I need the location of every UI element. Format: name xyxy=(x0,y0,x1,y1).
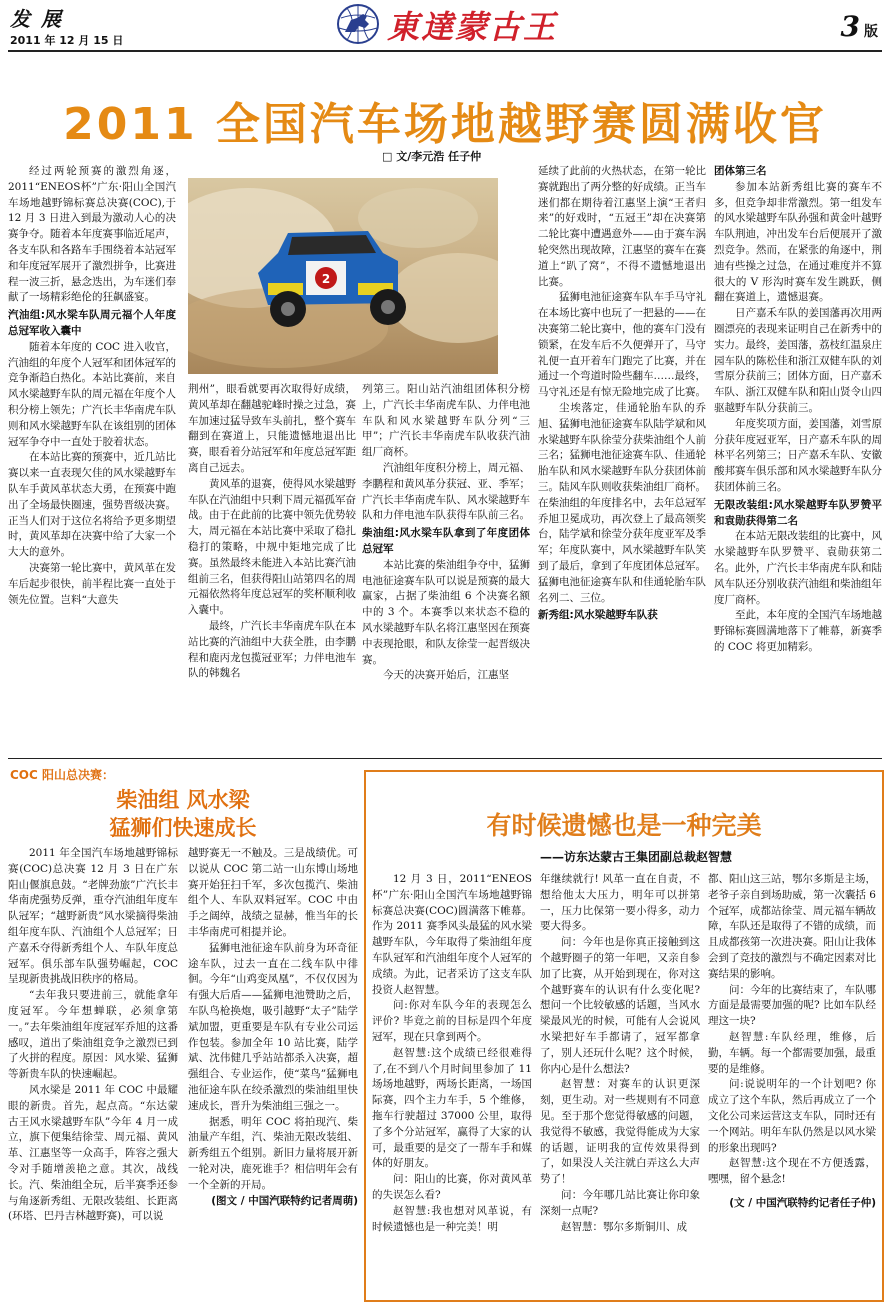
paragraph: 年继续就行! 风革一直在自责，不想给他太大压力，明年可以拼第一，压力比保第一要小得多，动力要大得多。 xyxy=(540,873,700,933)
article-column-4 xyxy=(538,164,706,724)
paragraph: 汽油组年度积分榜上，周元福、李鹏程和黄风革分获冠、亚、季军；广汽长丰华南虎车队、风水梁越野车队和力伴电池车队获得车队前三名。 xyxy=(362,461,530,522)
paragraph: 今天的决赛开始后，江惠坚 xyxy=(383,669,509,682)
answer: 赵智慧:这个现在不方便透露，嘿嘿，留个悬念! xyxy=(708,1157,876,1186)
question: 问：今年的比赛结束了，车队哪方面是最需要加强的呢? 比如车队经理这一块? xyxy=(708,983,876,1028)
paragraph: 至此，本年度的全国汽车场地越野锦标赛圆满地落下了帷幕，新赛季的 COC 将更加精彩。 xyxy=(714,609,882,653)
paragraph: 参加本站新秀组比赛的赛车不多，但竞争却非常激烈。第一组发车的风水梁越野车队孙强和黄金叶越野车队荆迪，冲出发车台后便展开了激烈竞争。然而，在紧张的角逐中，荆迪有些操之过急，在通过难度并不算很大的 V 形沟时赛车发生跳跃，侧翻在赛道上，遗憾退赛。 xyxy=(714,180,882,304)
paragraph: “去年我只要进前三，就能拿年度冠军。今年想蝉联，必须拿第一。”去年柴油组年度冠军乔旭的这番感叹，道出了柴油组竞争之激烈已到了火拼的程度。原因：风水梁、猛狮等新贵车队的快速崛起。 xyxy=(8,989,178,1081)
article-signature: (图文 / 中国汽联特约记者周萌) xyxy=(211,1194,358,1207)
section-divider xyxy=(8,758,882,759)
paragraph: 决赛第一轮比赛中，黄风革在发车后起步很快，前半程比赛一直处于领先位置。岂料“大意失 xyxy=(8,561,176,606)
subheading: 团体第三名 xyxy=(714,165,767,177)
interview-column-1 xyxy=(372,872,532,1298)
interview-column-3 xyxy=(708,872,876,1298)
bottom-article-column-1 xyxy=(8,846,178,1302)
sub-headline xyxy=(8,786,358,842)
photo-scene xyxy=(188,178,498,374)
answer: 赵智慧：对赛车的认识更深刻，更生动。对一些规则有不同意见。至于那个您觉得敏感的问题，我觉得不敏感，我觉得能成为大家的话题，证明我的宣传效果得到了，如果没人关注就白弄这么大声势了！ xyxy=(540,1078,700,1186)
paragraph: 在本站无限改装组的比赛中，风水梁越野车队罗赞平、袁勋获第二名。此外，广汽长丰华南虎车队和陆风车队还分别收获汽油组和柴油组年度厂商杯。 xyxy=(714,530,882,606)
car-number: 2 xyxy=(321,272,331,286)
article-column-3 xyxy=(362,382,530,724)
rally-car-photo xyxy=(188,178,498,374)
question: 问：今年也是你真正接触到这个越野圈子的第一年吧，又亲自参加了比赛，从开始到现在，你对这个越野赛车的认识有什么变化呢? 想问一个比较敏感的话题，当风水梁最风光的时候，可能有人会说风水梁把好车手都请了，冠军都拿了，别人还玩什么呢？这个时候，你内心是什么想法? xyxy=(540,936,700,1075)
paragraph: 列第三。阳山站汽油组团体积分榜上，广汽长丰华南虎车队、力伴电池车队和风水梁越野车队分列“三甲”；广汽长丰华南虎车队收获汽油组厂商杯。 xyxy=(362,383,530,459)
paragraph: 经过两轮预赛的激烈角逐，2011“ENEOS杯”广东·阳山全国汽车场地越野锦标赛总决赛(COC),于 12 月 3 日进入到最为激动人心的决赛争夺。随着本年度赛事临近尾声，各支车队和各路车手围绕着本站冠军和年度冠军展开了激烈拼争，比赛进程一波三折，悬念迭出，为车迷们奉献了一场精彩绝伦的狂飙盛宴。 xyxy=(8,165,176,304)
interview-column-2 xyxy=(540,872,700,1298)
question: 问:你对车队今年的表现怎么评价? 毕竟之前的目标是四个年度冠军，现在只拿到两个。 xyxy=(372,999,532,1043)
paragraph: 猛狮电池征途车队前身为环奇征途车队，过去一直在二线车队中徘徊。今年“山鸡变凤凰”，不仅仅因为有强大后盾——猛狮电池赞助之后，车队鸟枪换炮，吸引越野“太子”陆学斌加盟，更重要是车队有专业公司运作包装。参加全年 10 站比赛，陆学斌、沈伟健几乎站站都杀入决赛，超强组合、专业运作，使“菜鸟”猛狮电池征途车队在绞杀激烈的柴油组里快速成长，晋升为柴油组三强之一。 xyxy=(188,941,358,1112)
answer: 赵智慧：鄂尔多斯铜川、成 xyxy=(561,1220,687,1233)
issue-date: 2011 年 12 月 15 日 xyxy=(10,34,124,47)
headline: 2011 全国汽车场地越野赛圆满收官 xyxy=(63,99,827,150)
paragraph: 最终，广汽长丰华南虎车队在本站比赛的汽油组中大获全胜，由李鹏程和鹿丙龙包揽冠亚军；力伴电池车队的韩魏名 xyxy=(188,619,356,680)
paragraph: 日产嘉禾车队的姜国藩再次用两圈漂亮的表现来证明自己在新秀中的实力。最终，姜国藩，荔枝红温泉庄园车队的陈松佳和浙江双健车队的刘雪原分获前三；团体方面，日产嘉禾车队、浙江双健车队和阳山贤令山四驱越野车队分获前三。 xyxy=(714,307,882,414)
article-column-5 xyxy=(714,164,882,724)
article-column-1 xyxy=(8,164,176,724)
paragraph: 随着本年度的 COC 进入收官，汽油组的年度个人冠军和团体冠军的竞争渐趋白热化。本站比赛前，来自风水梁越野车队的周元福在年度个人积分榜上领先；广汽长丰华南虎车队则和风水梁越野车队在该组别的团体冠军争夺中一直处于胶着状态。 xyxy=(8,340,176,448)
paragraph: 猛狮电池征途赛车队车手马守礼在本场比赛中也玩了一把悬的——在决赛第二轮比赛中，他的赛车门没有锁紧，在发车后不久便弹开了，马守礼便一直开着车门跑完了比赛，并在通过一个弯道时险些翻车……最终，马守礼还是有惊无险地完成了比赛。 xyxy=(538,291,706,399)
interview-subtitle: ——访东达蒙古王集团副总裁赵智慧 xyxy=(540,850,733,864)
paragraph: 年度奖项方面，姜国藩，刘雪原分获年度冠亚军，日产嘉禾车队的周林平名列第三；日产嘉禾车队、安徽酸邦赛车俱乐部和风水梁越野车队分获团体前三名。 xyxy=(714,417,882,493)
paragraph: 都、阳山这三站，鄂尔多斯是主场，老爷子亲自到场助威，第一次囊括 6 个冠军，成都站徐莹、周元福车辆故障，车队还是取得了不错的成绩，而且成都孩第一次进决赛。阳山让我体会到了竞技的激烈与不确定因素对比赛结果的影响。 xyxy=(708,873,876,980)
subheading: 新秀组:风水梁越野车队获 xyxy=(538,609,658,622)
paragraph: 黄风革的退赛，使得风水梁越野车队在汽油组中只剩下周元福孤军奋战。由于在此前的比赛中领先优势较大，周元福在本站比赛中采取了稳扎稳打的策略，中规中矩地完成了比赛。虽然最终未能进入本站比赛汽油组前三名，但获得阳山站第四名的周元福依然将年度总冠军的奖杯顺利收入囊中。 xyxy=(188,477,356,617)
header-rule xyxy=(8,50,882,52)
paragraph: 本站比赛的柴油组争夺中，猛狮电池征途赛车队可以说是预赛的最大赢家，占据了柴油组 6 个决赛名额中的 3 个。本赛季以来状态不稳的风水梁越野车队名将江惠坚因在预赛中表现抢眼，和队友徐莹一起晋级决赛。 xyxy=(362,558,530,666)
page-number-suffix: 版 xyxy=(864,24,878,40)
page-number-digit: 3 xyxy=(840,10,860,43)
masthead-title: 東達蒙古王 xyxy=(387,8,558,46)
answer: 赵智慧:这个成绩已经很难得了,在不到八个月时间里参加了 11 场场地越野，两场长距离，一场国际赛，四个主力车手，5 个维修，拖车行驶超过 37000 公里，取得了多个分站冠军，赢得了大家的认可，最重要的是交了一帮车手和媒体的好朋友。 xyxy=(372,1046,532,1170)
subheading: 汽油组:风水梁车队周元福个人年度总冠军收入囊中 xyxy=(8,309,176,337)
paragraph: 延续了此前的火热状态，在第一轮比赛就跑出了两分整的好成绩。正当车迷们都在期待着江惠坚上演“王者归来”的好戏时，“五冠王”却在决赛第二轮比赛中遭遇意外——由于赛车涡轮突然出现故障，江惠坚的赛车在赛道上“趴了窝”，不得不遗憾地退出比赛。 xyxy=(538,165,706,288)
sub-headline-line2: 猛狮们快速成长 xyxy=(109,815,257,840)
answer: 赵智慧:车队经理，维修，后勤，车辆。每一个都需要加强，最重要的是维修。 xyxy=(708,1030,876,1075)
masthead-logo xyxy=(335,2,560,46)
globe-horse-icon xyxy=(335,2,381,46)
paragraph: 在本站比赛的预赛中，近几站比赛以来一直表现欠佳的风水梁越野车队车手黄风革状态大勇，在预赛中跑出了全场最快圈速，强势晋级决赛。正当人们对于这位名将给予更多期望时，黄风革却在决赛中给了大家一个大大的意外。 xyxy=(8,451,176,559)
section-label: 发 展 xyxy=(10,7,63,31)
paragraph: 12 月 3 日，2011“ENEOS 杯”广东·阳山全国汽车场地越野锦标赛总决赛(COC)圆满落下帷幕。作为 2011 赛季风头最猛的风水梁越野车队，今年取得了柴油组年度车队冠军和汽油组年度个人冠军的成绩。为此，记者采访了这支车队投资人赵智慧。 xyxy=(372,873,532,996)
question: 问：今年哪几站比赛让你印象深刻一点呢? xyxy=(540,1188,700,1217)
paragraph: 据悉，明年 COC 将拍现汽、柴油量产车组，汽、柴油无限改装组、新秀组五个组别。新旧力量将展开新一轮对决，鹿死谁手？相信明年会有一个全新的开局。 xyxy=(188,1115,358,1191)
question: 问：阳山的比赛，你对黄风革的失误怎么看? xyxy=(372,1173,532,1201)
question: 问:说说明年的一个计划吧? 你成立了这个车队，然后再成立了一个文化公司来运营这支车队，同时还有一个网站。明年车队仍然是以风水梁的形象出现吗? xyxy=(708,1078,876,1154)
subheading: 无限改装组:风水梁越野车队罗赞平和袁勋获得第二名 xyxy=(714,498,882,527)
interview-title: 有时候遗憾也是一种完美 xyxy=(486,811,762,840)
paragraph: 风水梁是 2011 年 COC 中最耀眼的新贵。首先，起点高。“东达蒙古王风水梁越野车队”今年 4 月一成立，旗下便集结徐莹、周元福、黄风革、江惠坚等一众高手，阵容之强大令对手随增羡艳之意。其次，战线长。汽、柴油组全玩，后半赛季还参与角逐新秀组、无限改装组、长距离(环塔、巴丹吉林越野赛)，可以说 xyxy=(8,1083,178,1223)
kicker: COC 阳山总决赛： xyxy=(10,768,114,782)
sub-headline-line1: 柴油组 风水梁 xyxy=(116,787,250,812)
byline: □ 文/李元浩 任子仲 xyxy=(382,150,482,163)
answer: 赵智慧:我也想对风革说，有时候遗憾也是一种完美！明 xyxy=(372,1204,532,1233)
paragraph: 荆州”，眼看就要再次取得好成绩，黄风革却在翻越驼峰时操之过急，赛车加速过猛导致车头前扎，整个赛车翻到在赛道上，只能遗憾地退出比赛，眼看着分站冠军和年度总冠军距离自己远去。 xyxy=(188,383,356,474)
article-column-2 xyxy=(188,382,356,724)
article-signature: (文 / 中国汽联特约记者任子仲) xyxy=(729,1196,876,1209)
page-number xyxy=(841,10,878,43)
bottom-article-column-2 xyxy=(188,846,358,1302)
paragraph: 越野赛无一不触及。三是战绩优。可以说从 COC 第二站一山东博山场地赛开始狂扫千军，多次包揽汽、柴油组个人、车队双料冠军。COC 中由手之阔绰，战绩之显赫，惟当年的长丰华南虎可相提并论。 xyxy=(188,847,358,938)
paragraph: 2011 年全国汽车场地越野锦标赛(COC)总决赛 12 月 3 日在广东阳山偃旗息鼓。“老牌劲旅”广汽长丰华南虎强势反弹，重夺汽油组年度车队冠军；“越野新贵”风水梁摘得柴油组年度车队、汽油组个人总冠军；日产嘉禾夺得新秀组个人、车队年度总冠军。俱乐部车队强势崛起，COC 呈现新贵挑战旧秩序的格局。 xyxy=(8,847,178,986)
paragraph: 尘埃落定，佳通轮胎车队的乔旭、猛狮电池征途赛车队陆学斌和风水梁越野车队徐莹分获柴油组个人前三名；猛狮电池征途赛车队、佳通轮胎车队和风水梁越野车队分获团体前三。陆风车队则收获柴油组厂商杯。在柴油组的年度排名中，去年总冠军乔旭卫冕成功，再次登上了最高领奖台，陆学斌和徐莹分获年度亚军及季军；年度队赛中，风水梁越野车队笑到了最后，拿到了年度团体总冠军。猛狮电池征途赛车队和佳通轮胎车队名列二、三位。 xyxy=(538,401,706,604)
subheading: 柴油组:风水梁车队拿到了年度团体总冠军 xyxy=(362,527,530,555)
